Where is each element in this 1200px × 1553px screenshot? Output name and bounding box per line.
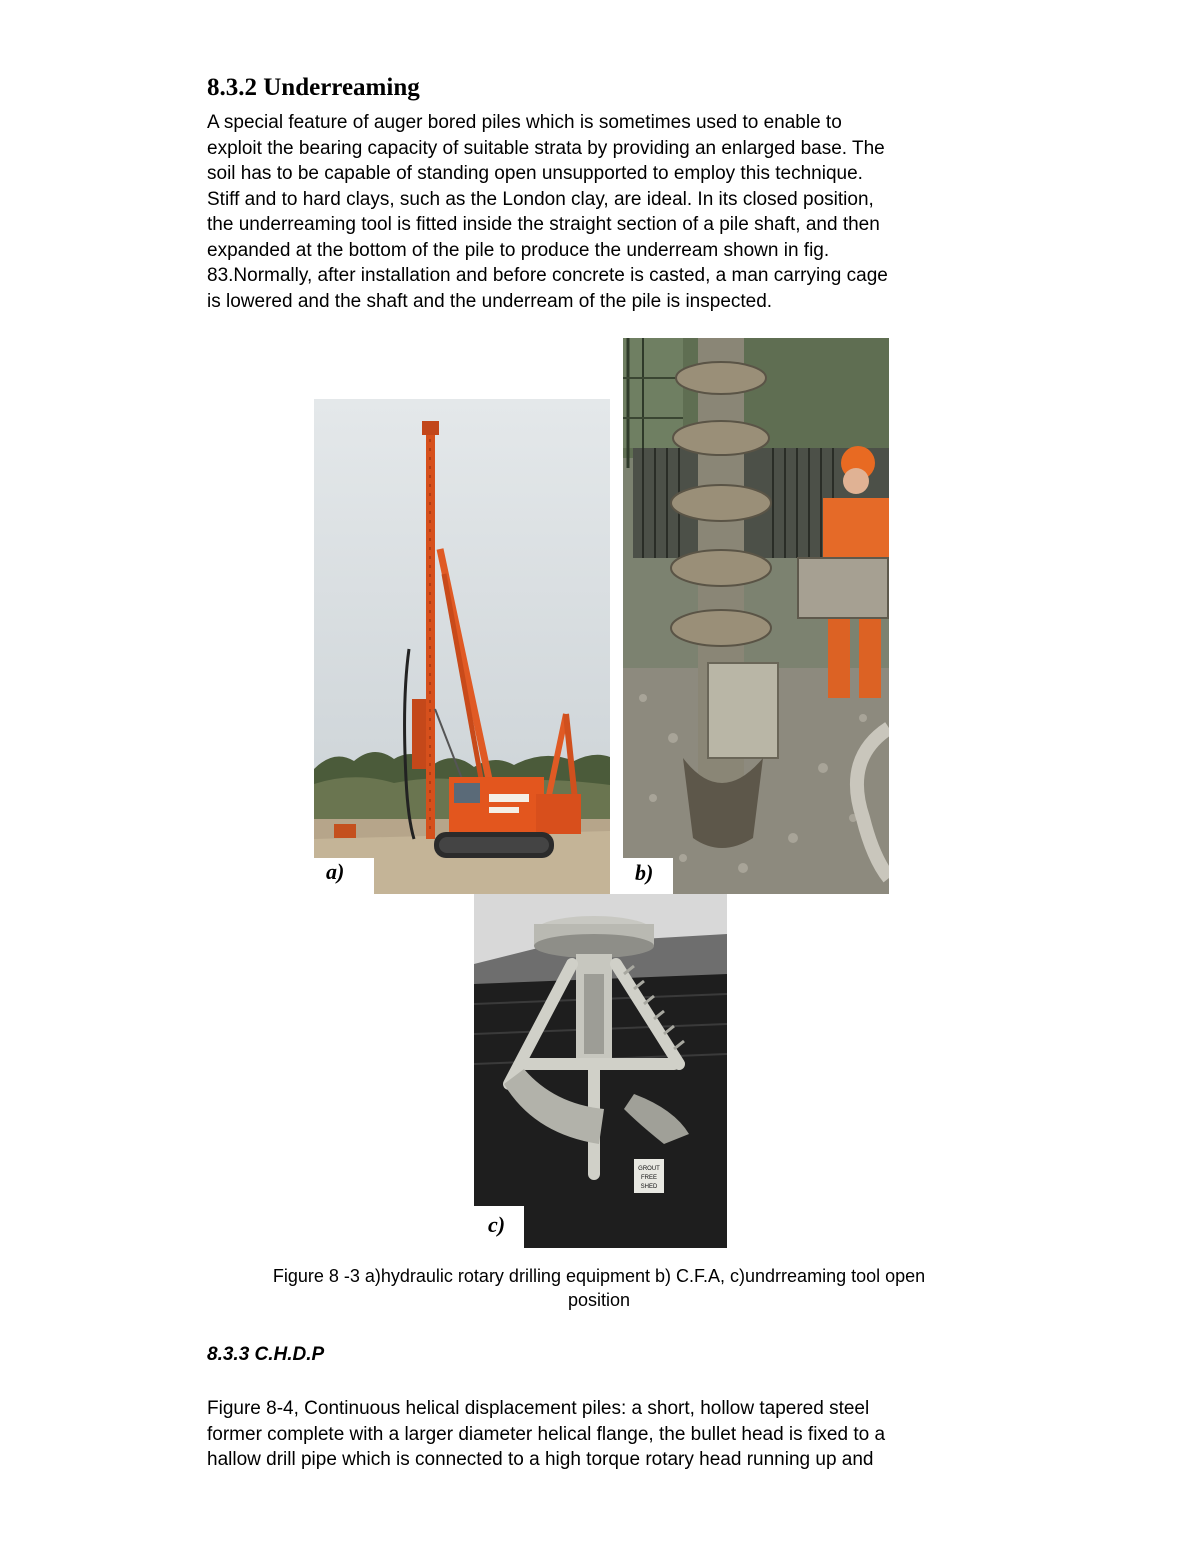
paragraph-line: Figure 8-4, Continuous helical displacement piles: a short, hollow tapered steel [207,1398,870,1419]
paragraph-line: expanded at the bottom of the pile to produce the underream shown in fig. [207,239,830,261]
chdp-paragraph [207,1396,997,1473]
photo-drilling-rig [314,399,610,894]
figure-label-a: a) [326,859,345,884]
figure-label-c: c) [488,1212,506,1237]
section-heading-chdp: 8.3.3 C.H.D.P [207,1344,325,1365]
paragraph-line: former complete with a larger diameter helical flange, the bullet head is fixed to a [207,1423,886,1445]
sign-text-line: SHED [640,1184,658,1190]
photo-underreaming-tool [474,894,727,1248]
sign-text-line: FREE [640,1175,658,1181]
caption-line: position [567,1290,631,1310]
paragraph-line: A special feature of auger bored piles which is sometimes used to enable to [207,112,842,133]
paragraph-line: hallow drill pipe which is connected to a high torque rotary head running up and [207,1449,874,1470]
sign-text-line: GROUT [638,1166,660,1172]
underreaming-tool-illustration [474,894,727,1248]
paragraph-line: exploit the bearing capacity of suitable strata by providing an enlarged base. The [207,137,885,159]
drilling-rig-illustration [314,399,610,894]
photo-cfa-auger [623,338,889,894]
paragraph-line: Stiff and to hard clays, such as the London clay, are ideal. In its closed position, [207,188,874,210]
caption-line: Figure 8 -3 a)hydraulic rotary drilling equipment b) C.F.A, c)undrreaming tool open [272,1266,926,1286]
figure-label-b: b) [635,860,654,885]
cfa-auger-illustration [623,338,889,894]
paragraph-line: the underreaming tool is fitted inside the straight section of a pile shaft, and then [207,214,880,235]
section-heading-underreaming: 8.3.2 Underreaming [207,74,420,101]
paragraph-line: 83.Normally, after installation and before concrete is casted, a man carrying cage [207,265,888,286]
paragraph-line: soil has to be capable of standing open unsupported to employ this technique. [207,163,863,184]
figure-caption [230,1264,968,1312]
paragraph-line: is lowered and the shaft and the underream of the pile is inspected. [207,290,773,312]
underreaming-paragraph [207,110,997,314]
